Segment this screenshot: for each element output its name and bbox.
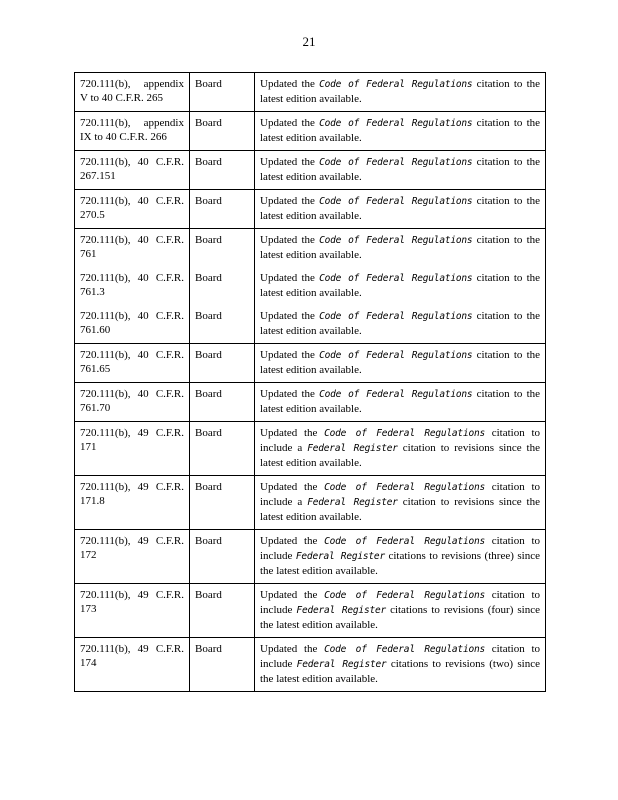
description-text: Updated the xyxy=(260,117,320,129)
description-text: citation to the latest edition available. xyxy=(260,117,541,144)
agency-cell: Board xyxy=(190,383,255,422)
cfr-title: Code of Federal Regulations xyxy=(319,79,473,90)
description-text: citation to include xyxy=(260,643,540,670)
cfr-title: Code of Federal Regulations xyxy=(324,536,486,547)
table-row xyxy=(75,112,546,151)
agency-cell: Board xyxy=(190,305,255,344)
description-cell xyxy=(255,112,546,151)
description-text: Updated the xyxy=(260,535,325,547)
cfr-title: Code of Federal Regulations xyxy=(324,428,486,439)
cfr-title: Code of Federal Regulations xyxy=(319,350,473,361)
description-text: citation to the latest edition available. xyxy=(260,388,541,415)
cfr-title: Code of Federal Regulations xyxy=(319,157,473,168)
description-cell xyxy=(255,190,546,229)
section-cell: 720.111(b), 40 C.F.R. 761.60 xyxy=(75,305,190,344)
fed-reg-title: Federal Register xyxy=(296,659,387,670)
description-text: Updated the xyxy=(260,78,320,90)
table-row xyxy=(75,73,546,112)
table-row xyxy=(75,476,546,530)
description-cell xyxy=(255,422,546,476)
agency-cell: Board xyxy=(190,530,255,584)
description-text: Updated the xyxy=(260,195,320,207)
cfr-title: Code of Federal Regulations xyxy=(319,196,473,207)
description-text: citations to revisions (two) since the latest edition available. xyxy=(260,658,540,685)
description-text: Updated the xyxy=(260,272,320,284)
table-row xyxy=(75,383,546,422)
description-text: citation to include a xyxy=(260,481,540,508)
table-row xyxy=(75,151,546,190)
section-cell: 720.111(b), appendix IX to 40 C.F.R. 266 xyxy=(75,112,190,151)
cfr-title: Code of Federal Regulations xyxy=(319,118,473,129)
description-text: citation to revisions since the latest edition available. xyxy=(260,496,540,523)
section-cell: 720.111(b), 40 C.F.R. 267.151 xyxy=(75,151,190,190)
description-text: citation to include xyxy=(260,535,540,562)
table-row xyxy=(75,305,546,344)
table-row xyxy=(75,267,546,305)
fed-reg-title: Federal Register xyxy=(307,443,398,454)
fed-reg-title: Federal Register xyxy=(296,605,387,616)
cfr-title: Code of Federal Regulations xyxy=(319,389,473,400)
description-cell xyxy=(255,530,546,584)
description-text: citations to revisions (three) since the latest edition available. xyxy=(260,550,540,577)
cfr-title: Code of Federal Regulations xyxy=(319,273,473,284)
description-cell xyxy=(255,73,546,112)
section-cell: 720.111(b), 40 C.F.R. 761.3 xyxy=(75,267,190,305)
section-cell: 720.111(b), 40 C.F.R. 761.70 xyxy=(75,383,190,422)
amendments-table xyxy=(74,72,546,692)
description-text: Updated the xyxy=(260,310,320,322)
section-cell: 720.111(b), 49 C.F.R. 171.8 xyxy=(75,476,190,530)
table-row xyxy=(75,530,546,584)
section-cell: 720.111(b), 49 C.F.R. 171 xyxy=(75,422,190,476)
agency-cell: Board xyxy=(190,422,255,476)
description-cell xyxy=(255,267,546,305)
agency-cell: Board xyxy=(190,267,255,305)
table-row xyxy=(75,422,546,476)
cfr-title: Code of Federal Regulations xyxy=(324,644,486,655)
cfr-title: Code of Federal Regulations xyxy=(324,590,486,601)
section-cell: 720.111(b), 49 C.F.R. 174 xyxy=(75,638,190,692)
description-text: citation to revisions since the latest edition available. xyxy=(260,442,540,469)
description-text: citation to the latest edition available. xyxy=(260,234,541,261)
table-row xyxy=(75,190,546,229)
description-text: Updated the xyxy=(260,481,325,493)
cfr-title: Code of Federal Regulations xyxy=(319,311,473,322)
cfr-title: Code of Federal Regulations xyxy=(324,482,486,493)
description-cell xyxy=(255,151,546,190)
cfr-title: Code of Federal Regulations xyxy=(319,235,473,246)
section-cell: 720.111(b), 40 C.F.R. 270.5 xyxy=(75,190,190,229)
fed-reg-title: Federal Register xyxy=(307,497,398,508)
description-text: Updated the xyxy=(260,349,320,361)
description-cell xyxy=(255,638,546,692)
section-cell: 720.111(b), 49 C.F.R. 172 xyxy=(75,530,190,584)
description-text: Updated the xyxy=(260,643,325,655)
agency-cell: Board xyxy=(190,73,255,112)
agency-cell: Board xyxy=(190,344,255,383)
description-text: citation to the latest edition available. xyxy=(260,78,541,105)
description-cell xyxy=(255,229,546,268)
table-row xyxy=(75,229,546,268)
description-text: citations to revisions (four) since the latest edition available. xyxy=(260,604,540,631)
description-text: Updated the xyxy=(260,234,320,246)
description-text: citation to the latest edition available. xyxy=(260,195,541,222)
description-cell xyxy=(255,305,546,344)
description-text: citation to include a xyxy=(260,427,540,454)
description-text: Updated the xyxy=(260,589,325,601)
table-row xyxy=(75,638,546,692)
description-text: citation to the latest edition available. xyxy=(260,349,541,376)
description-cell xyxy=(255,383,546,422)
section-cell: 720.111(b), appendix V to 40 C.F.R. 265 xyxy=(75,73,190,112)
table-row xyxy=(75,344,546,383)
page-number: 21 xyxy=(302,34,316,49)
description-text: Updated the xyxy=(260,388,320,400)
description-text: citation to the latest edition available. xyxy=(260,272,541,299)
agency-cell: Board xyxy=(190,229,255,268)
table-row xyxy=(75,584,546,638)
agency-cell: Board xyxy=(190,638,255,692)
description-text: citation to the latest edition available. xyxy=(260,310,541,337)
agency-cell: Board xyxy=(190,151,255,190)
section-cell: 720.111(b), 49 C.F.R. 173 xyxy=(75,584,190,638)
description-cell xyxy=(255,344,546,383)
description-text: Updated the xyxy=(260,156,320,168)
description-text: citation to include xyxy=(260,589,540,616)
agency-cell: Board xyxy=(190,112,255,151)
section-cell: 720.111(b), 40 C.F.R. 761 xyxy=(75,229,190,268)
description-text: Updated the xyxy=(260,427,325,439)
agency-cell: Board xyxy=(190,190,255,229)
description-text: citation to the latest edition available. xyxy=(260,156,541,183)
description-cell xyxy=(255,476,546,530)
fed-reg-title: Federal Register xyxy=(295,551,385,562)
description-cell xyxy=(255,584,546,638)
agency-cell: Board xyxy=(190,476,255,530)
section-cell: 720.111(b), 40 C.F.R. 761.65 xyxy=(75,344,190,383)
agency-cell: Board xyxy=(190,584,255,638)
